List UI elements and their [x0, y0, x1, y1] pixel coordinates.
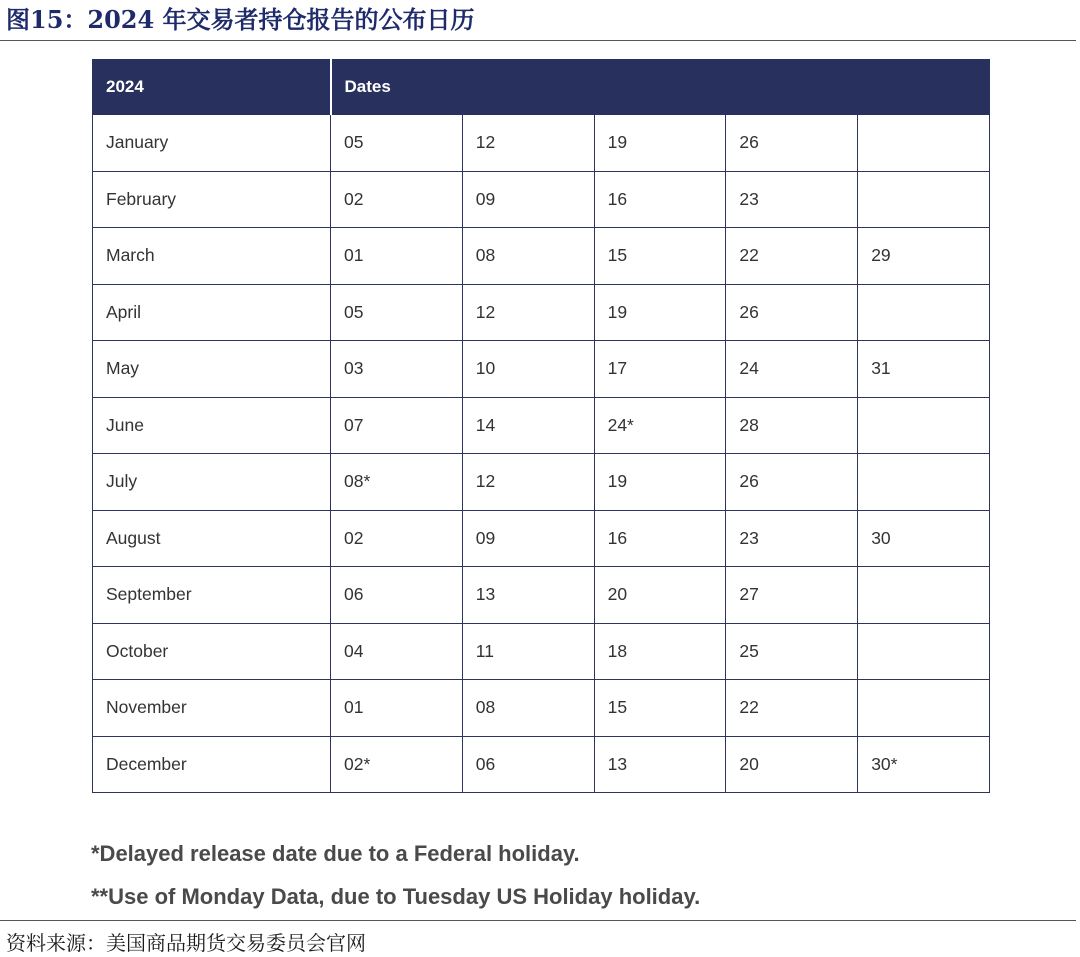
date-cell [858, 284, 990, 341]
date-cell: 13 [462, 567, 594, 624]
source-note: 资料来源：美国商品期货交易委员会官网 [6, 931, 366, 955]
date-cell: 27 [726, 567, 858, 624]
date-cell: 16 [594, 510, 726, 567]
date-cell: 12 [462, 115, 594, 172]
date-cell: 06 [331, 567, 463, 624]
date-cell: 22 [726, 228, 858, 285]
date-cell: 20 [594, 567, 726, 624]
date-cell: 25 [726, 623, 858, 680]
table-header-row [93, 60, 990, 115]
month-cell: March [93, 228, 331, 285]
date-cell: 02 [331, 171, 463, 228]
month-cell: July [93, 454, 331, 511]
date-cell: 17 [594, 341, 726, 398]
month-cell: June [93, 397, 331, 454]
date-cell: 15 [594, 680, 726, 737]
header-dates: Dates [331, 60, 990, 115]
date-cell: 05 [331, 115, 463, 172]
date-cell: 22 [726, 680, 858, 737]
date-cell: 03 [331, 341, 463, 398]
date-cell: 16 [594, 171, 726, 228]
date-cell: 08 [462, 680, 594, 737]
title-divider [0, 40, 1076, 41]
footnote-delayed-release: *Delayed release date due to a Federal holiday. [91, 841, 580, 866]
date-cell: 01 [331, 228, 463, 285]
date-cell: 12 [462, 454, 594, 511]
date-cell: 08* [331, 454, 463, 511]
month-cell: October [93, 623, 331, 680]
date-cell: 07 [331, 397, 463, 454]
date-cell: 26 [726, 454, 858, 511]
date-cell: 02 [331, 510, 463, 567]
date-cell [858, 567, 990, 624]
header-year: 2024 [93, 60, 331, 115]
date-cell: 14 [462, 397, 594, 454]
release-calendar-table [92, 59, 990, 793]
date-cell [858, 115, 990, 172]
date-cell: 31 [858, 341, 990, 398]
date-cell: 23 [726, 510, 858, 567]
date-cell: 24* [594, 397, 726, 454]
date-cell: 26 [726, 115, 858, 172]
date-cell: 11 [462, 623, 594, 680]
table-row [93, 623, 990, 680]
month-cell: February [93, 171, 331, 228]
date-cell: 02* [331, 736, 463, 793]
month-cell: December [93, 736, 331, 793]
date-cell: 30 [858, 510, 990, 567]
date-cell: 01 [331, 680, 463, 737]
table-row [93, 228, 990, 285]
date-cell: 19 [594, 454, 726, 511]
date-cell: 15 [594, 228, 726, 285]
date-cell [858, 454, 990, 511]
table-row [93, 171, 990, 228]
month-cell: May [93, 341, 331, 398]
table-row [93, 510, 990, 567]
date-cell: 04 [331, 623, 463, 680]
date-cell [858, 397, 990, 454]
table-row [93, 284, 990, 341]
table-body [93, 115, 990, 793]
date-cell: 19 [594, 115, 726, 172]
date-cell: 28 [726, 397, 858, 454]
date-cell: 19 [594, 284, 726, 341]
table-row [93, 567, 990, 624]
date-cell: 24 [726, 341, 858, 398]
date-cell [858, 623, 990, 680]
date-cell [858, 171, 990, 228]
month-cell: January [93, 115, 331, 172]
source-divider [0, 920, 1076, 921]
date-cell: 29 [858, 228, 990, 285]
footnote-monday-data: **Use of Monday Data, due to Tuesday US Holiday holiday. [91, 884, 701, 909]
date-cell: 05 [331, 284, 463, 341]
date-cell: 09 [462, 510, 594, 567]
table-row [93, 341, 990, 398]
date-cell: 06 [462, 736, 594, 793]
month-cell: November [93, 680, 331, 737]
table-row [93, 454, 990, 511]
table-row [93, 115, 990, 172]
date-cell: 18 [594, 623, 726, 680]
date-cell: 09 [462, 171, 594, 228]
date-cell: 13 [594, 736, 726, 793]
month-cell: August [93, 510, 331, 567]
month-cell: September [93, 567, 331, 624]
date-cell: 10 [462, 341, 594, 398]
date-cell [858, 680, 990, 737]
date-cell: 20 [726, 736, 858, 793]
date-cell: 26 [726, 284, 858, 341]
date-cell: 30* [858, 736, 990, 793]
figure-title: 图15：2024 年交易者持仓报告的公布日历 [6, 5, 475, 34]
date-cell: 23 [726, 171, 858, 228]
month-cell: April [93, 284, 331, 341]
table-row [93, 680, 990, 737]
date-cell: 12 [462, 284, 594, 341]
date-cell: 08 [462, 228, 594, 285]
table-row [93, 736, 990, 793]
table-row [93, 397, 990, 454]
